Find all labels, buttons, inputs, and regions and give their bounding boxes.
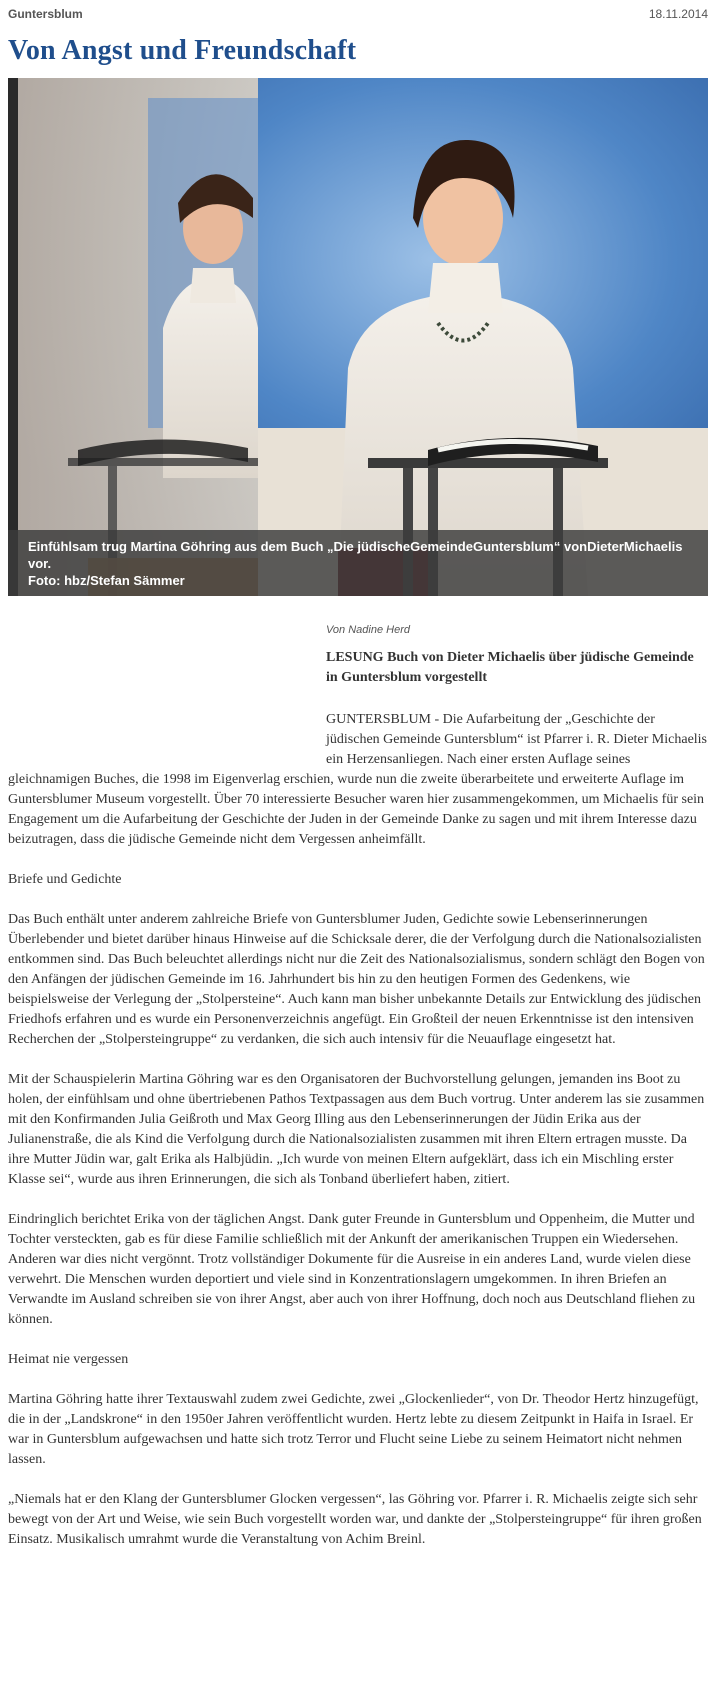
article-body	[8, 710, 708, 1570]
article-photo	[8, 78, 708, 596]
paragraph: Eindringlich berichtet Erika von der täglichen Angst. Dank guter Freunde in Guntersblum und Oppenheim, die Mutter und Tochter versteckten, gab es für diese Familie schließlich mit der Ankunft der amerikanischen Truppen ein Wiedersehen. Anderen war dies nicht vergönnt. Trotz vollständiger Dokumente für die Ausreise in ein anderes Land, wurde vielen diese verwehrt. Die Menschen wurden deportiert und viele sind in Konzentrationslagern umgekommen. In ihren Briefen an Verwandte im Ausland schreiben sie von ihrer Angst, aber auch von ihrer Hoffnung, doch noch aus Deutschland fliehen zu können.	[8, 1212, 696, 1327]
article-teaser: LESUNG Buch von Dieter Michaelis über jüdische Gemeinde in Guntersblum vorgestellt	[326, 650, 694, 685]
paragraph: Mit der Schauspielerin Martina Göhring war es den Organisatoren der Buchvorstellung gelungen, jemanden ins Boot zu holen, der einfühlsam und ohne übertriebenen Pathos Textpassagen aus dem Buch vortrug. Unter anderem las sie zusammen mit den Konfirmanden Julia Geißroth und Max Georg Illing aus den Lebenserinnerungen der Jüdin Erika aus der Julianenstraße, die als Kind die Verfolgung durch die Nationalsozialisten zusammen mit ihren Eltern ertragen musste. Da ihre Mutter Jüdin war, galt Erika als Halbjüdin. „Ich wurde von meinen Eltern aufgeklärt, dass ich ein Mischling erster Klasse sei“, wurde aus ihren Erinnerungen, die sich als Tonband überliefert haben, zitiert.	[8, 1072, 705, 1187]
photo-illustration	[8, 78, 708, 596]
paragraph: „Niemals hat er den Klang der Guntersblumer Glocken vergessen“, las Göhring vor. Pfarrer i. R. Michaelis zeigte sich sehr bewegt von der Art und Weise, wie sein Buch vorgestellt worden war, und dankte der „Stolpersteingruppe“ für ihren großen Einsatz. Musikalisch umrahmt wurde die Veranstaltung von Achim Breinl.	[8, 1492, 702, 1547]
paragraph: Martina Göhring hatte ihrer Textauswahl zudem zwei Gedichte, zwei „Glockenlieder“, von Dr. Theodor Hertz hinzugefügt, die in der „Landskrone“ in den 1950er Jahren veröffentlicht wurden. Hertz lebte zu diesem Zeitpunkt in Haifa in Israel. Er war in Guntersblum aufgewachsen und hatte sich trotz Terror und Flucht seine Liebe zu seinem Heimatort nicht nehmen lassen.	[8, 1392, 699, 1467]
subheading: Briefe und Gedichte	[8, 872, 122, 887]
subheading: Heimat nie vergessen	[8, 1352, 129, 1367]
photo-caption	[8, 530, 708, 596]
article-page	[8, 0, 708, 1547]
article-header	[8, 0, 708, 30]
photo-credit: Foto: hbz/Stefan Sämmer	[28, 573, 185, 588]
layout-spacer	[8, 710, 326, 770]
section-label[interactable]: Guntersblum	[8, 7, 83, 21]
article-headline: Von Angst und Freundschaft	[8, 35, 357, 66]
author-byline: Von Nadine Herd	[326, 624, 410, 636]
paragraph: Das Buch enthält unter anderem zahlreiche Briefe von Guntersblumer Juden, Gedichte sowie Lebenserinnerungen Überlebender und bietet darüber hinaus Hinweise auf die Schicksale derer, die der Verfolgung durch die Nationalsozialisten entkommen sind. Das Buch beleuchtet allerdings nicht nur die Zeit des Nationalsozialismus, sondern schlägt den Bogen von den Anfängen der jüdischen Gemeinde im 16. Jahrhundert bis hin zu den heutigen Formen des Gedenkens, wie beispielsweise der Verlegung der „Stolpersteine“. Auch kann man bisher unbekannte Details zur Entwicklung des jüdischen Friedhofs erfahren und es wurde ein Personenverzeichnis angefügt. Ein Großteil der neuen Erkenntnisse ist den intensiven Recherchen der „Stolpersteingruppe“ zu verdanken, die sich auch intensiv für die Neuauflage eingesetzt hat.	[8, 912, 705, 1047]
publish-date: 18.11.2014	[648, 7, 708, 21]
caption-text: Einfühlsam trug Martina Göhring aus dem Buch „Die jüdischeGemeindeGuntersblum“ vonDieterMichaelis vor.	[28, 539, 683, 571]
paragraph: GUNTERSBLUM - Die Aufarbeitung der „Geschichte der jüdischen Gemeinde Guntersblum“ ist Pfarrer i. R. Dieter Michaelis ein Herzensanliegen. Nach einer ersten Auflage seines gleichnamigen Buches, die 1998 im Eigenverlag erschien, wurde nun die zweite überarbeitete und erweiterte Auflage im Guntersblumer Museum vorgestellt. Über 70 interessierte Besucher waren hier zusammengekommen, um Michaelis für sein Engagement um die Aufarbeitung der Geschichte der Juden in der Gemeinde Danke zu sagen und mit ihrem Interesse dazu beizutragen, dass die jüdische Gemeinde nicht dem Vergessen anheimfällt.	[8, 712, 708, 847]
